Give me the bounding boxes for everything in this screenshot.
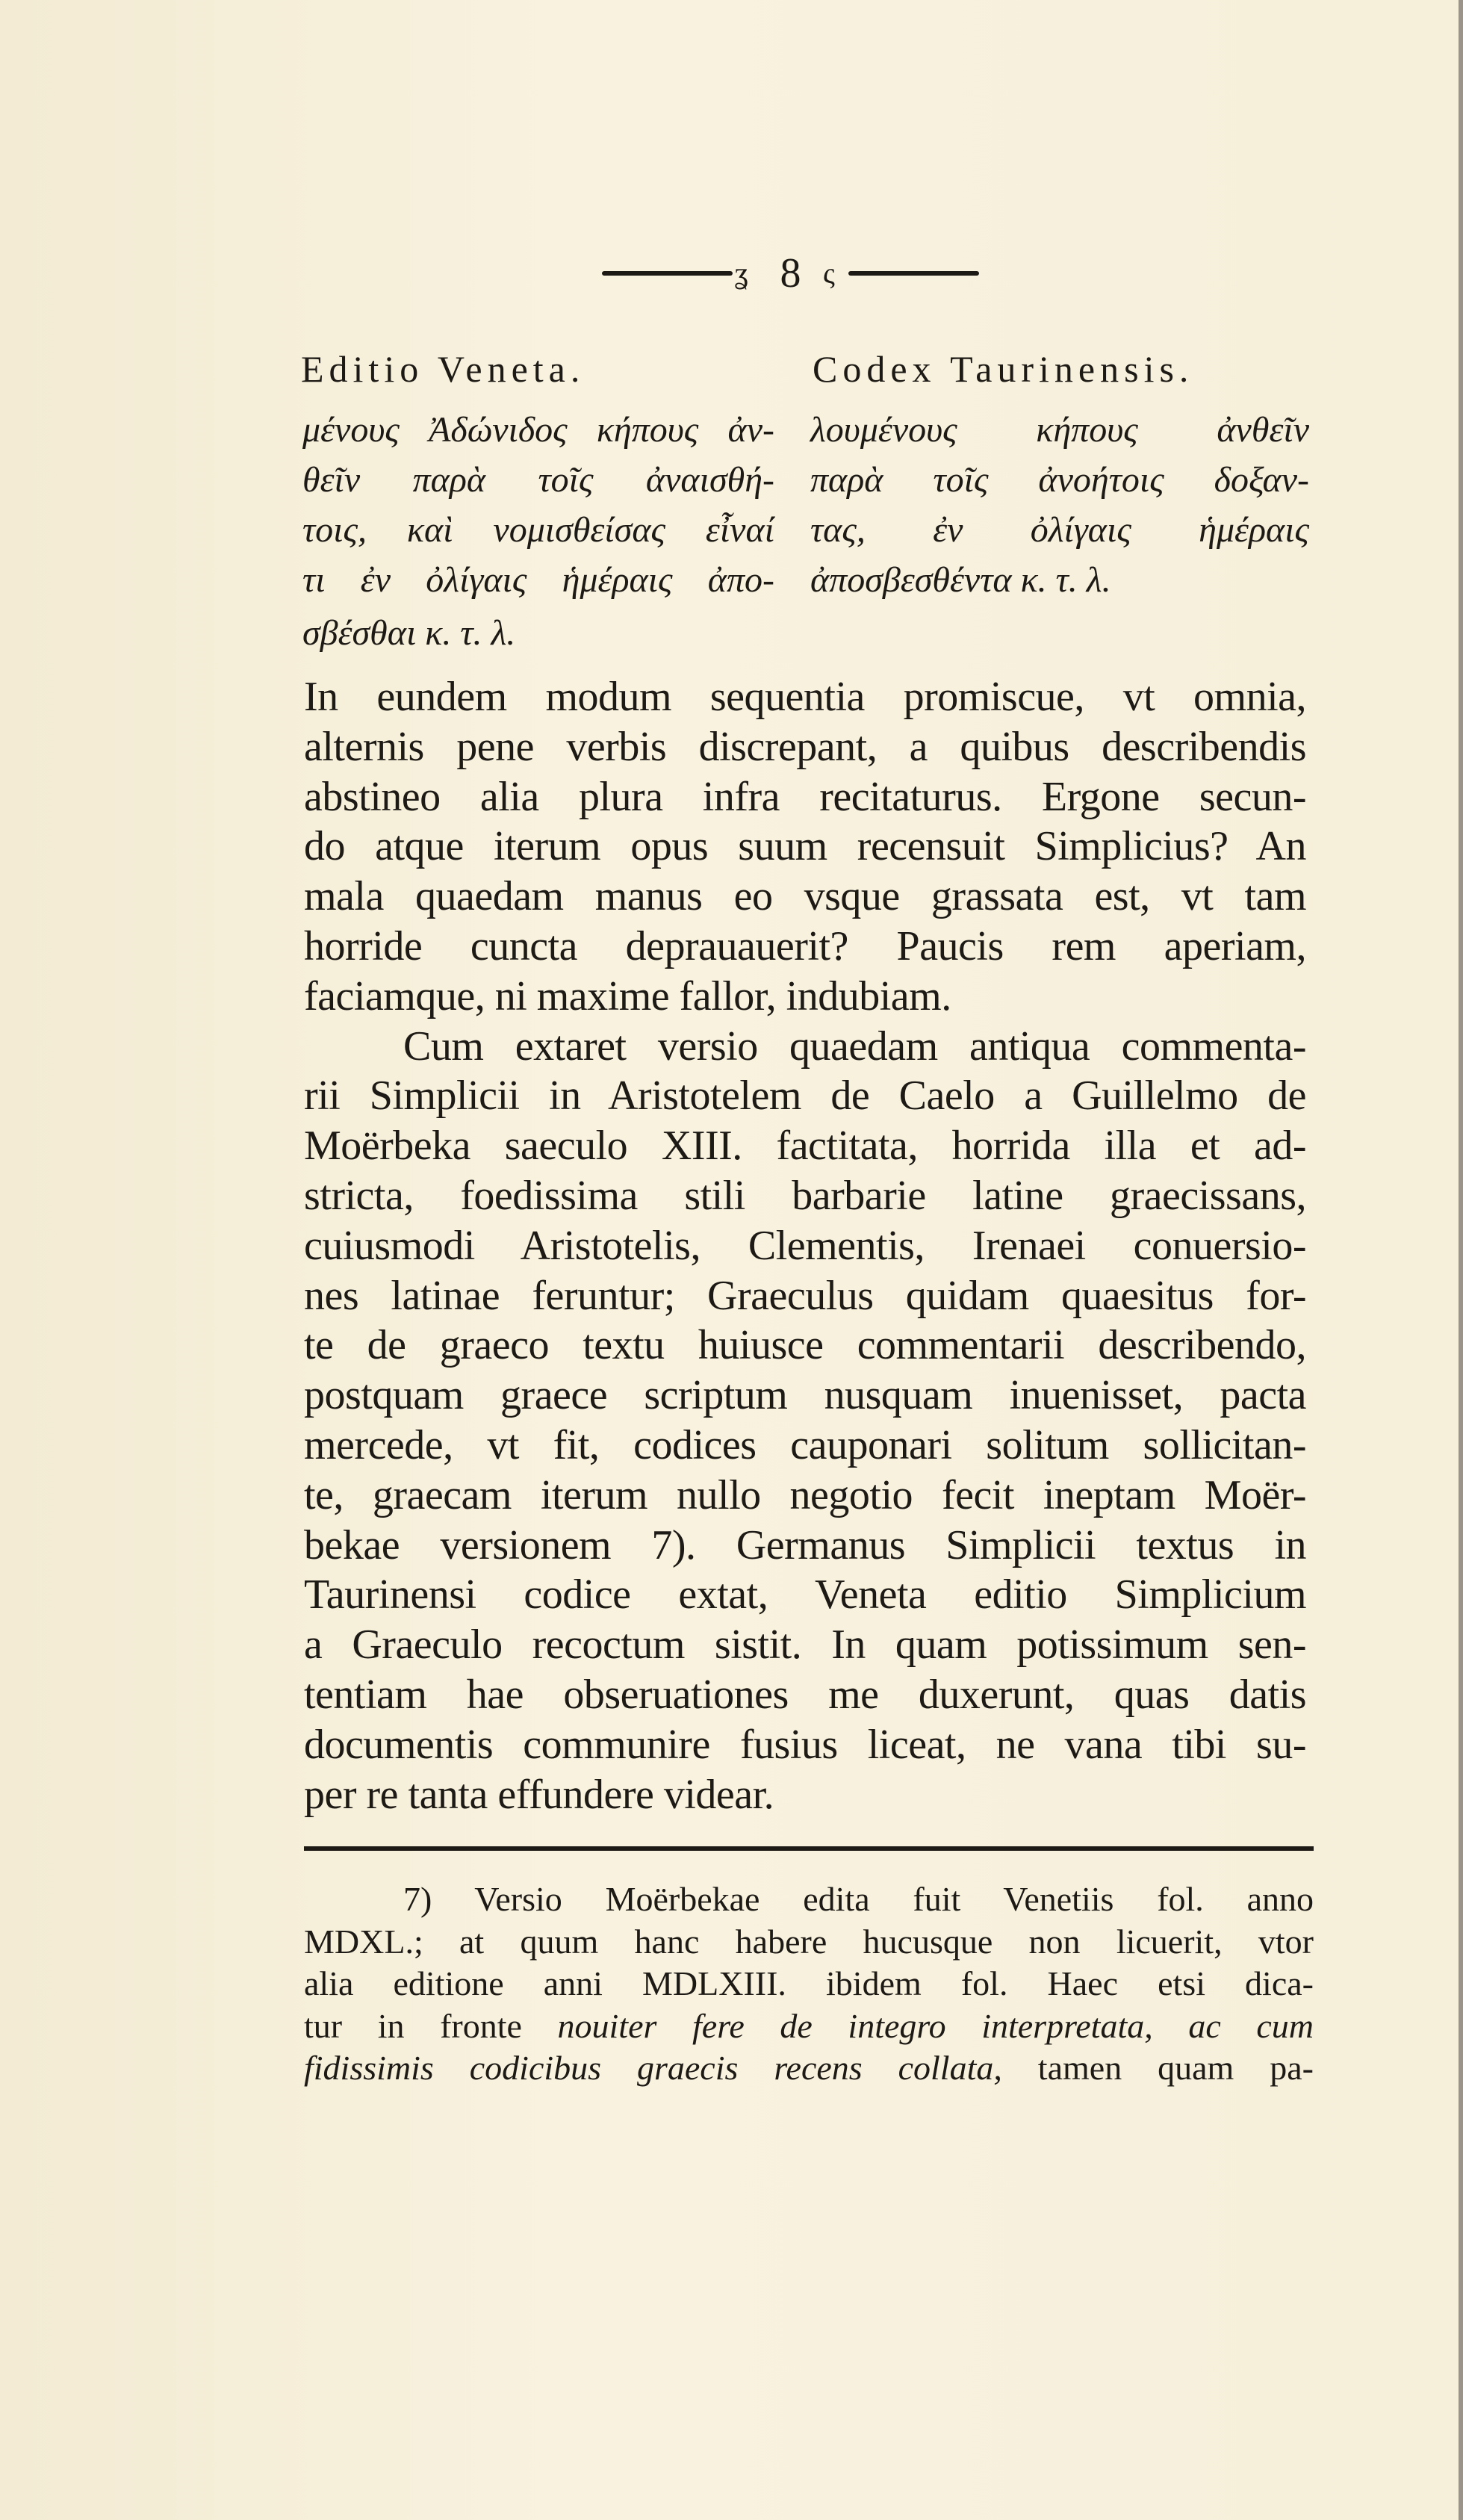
- page-number: 8: [780, 250, 801, 297]
- footnote-text: tamen quam pa-: [1001, 2049, 1314, 2087]
- text-line: bekae versionem 7). Germanus Simplicii textus in: [304, 1521, 1306, 1568]
- text-line: faciamque, ni maxime fallor, indubiam.: [304, 972, 951, 1020]
- text-line: rii Simplicii in Aristotelem de Caelo a Guillelmo de: [304, 1073, 1306, 1120]
- greek-line-editio-veneta: τι ἐν ὀλίγαις ἡμέραις ἀπο-: [302, 560, 774, 600]
- text-line: Cum extaret versio quaedam antiqua commenta-: [403, 1022, 1306, 1070]
- footnote-line: [403, 1878, 1314, 1920]
- greek-line-editio-veneta: θεῖν παρὰ τοῖς ἀναισθή-: [302, 460, 774, 500]
- text-line: stricta, foedissima stili barbarie latine graecissans,: [304, 1173, 1306, 1219]
- footnote-line: [304, 2047, 1314, 2089]
- ornament-rule-left: [602, 271, 733, 276]
- footnote-italic-text: fidissimis codicibus graecis recens collata,: [304, 2049, 1002, 2087]
- text-line: abstineo alia plura infra recitaturus. Ergone secun-: [304, 773, 1306, 820]
- text-line: per re tanta effundere videar.: [304, 1771, 774, 1818]
- text-line: nes latinae feruntur; Graeculus quidam quaesitus for-: [304, 1272, 1306, 1319]
- greek-line-editio-veneta: μένους Ἀδώνιδος κήπους ἀν-: [302, 410, 774, 450]
- greek-line-editio-veneta: σβέσθαι κ. τ. λ.: [302, 613, 516, 653]
- text-line: Taurinensi codice extat, Veneta editio Simplicium: [304, 1571, 1306, 1619]
- text-line: te, graecam iterum nullo negotio fecit ineptam Moër-: [304, 1471, 1306, 1518]
- text-line: do atque iterum opus suum recensuit Simplicius? An: [304, 823, 1306, 870]
- text-line: mala quaedam manus eo vsque grassata est, vt tam: [304, 873, 1306, 920]
- text-line: Moërbeka saeculo XIII. factitata, horrida illa et ad-: [304, 1123, 1306, 1170]
- text-line: postquam graece scriptum nusquam inuenisset, pacta: [304, 1372, 1306, 1419]
- page-edge: [1459, 0, 1463, 2520]
- text-line: In eundem modum sequentia promiscue, vt omnia,: [304, 674, 1306, 720]
- footnote-separator: [304, 1846, 1314, 1851]
- ornament-flourish-left: ʓ: [735, 256, 748, 290]
- text-line: alternis pene verbis discrepant, a quibus describendis: [304, 723, 1306, 770]
- text-line: te de graeco textu huiusce commentarii describendo,: [304, 1322, 1306, 1369]
- greek-line-codex-taurinensis: τας, ἐν ὀλίγαις ἡμέραις: [810, 510, 1309, 550]
- footnote-text: alia editione anni MDLXIII. ibidem fol. Haec etsi dica-: [304, 1964, 1314, 2002]
- greek-line-editio-veneta: τοις, καὶ νομισθείσας εἶναί: [302, 510, 774, 550]
- footnote-line: [304, 1963, 1314, 2005]
- text-line: cuiusmodi Aristotelis, Clementis, Irenaei conuersio-: [304, 1222, 1306, 1269]
- footnote-line: [304, 1921, 1314, 1963]
- footnote-line: [304, 2005, 1314, 2047]
- column-heading-editio-veneta: Editio Veneta.: [301, 348, 585, 390]
- text-line: a Graeculo recoctum sistit. In quam potissimum sen-: [304, 1621, 1306, 1669]
- footnote-text: MDXL.; at quum hanc habere hucusque non licuerit, vtor: [304, 1922, 1314, 1961]
- ornament-rule-right: [848, 271, 979, 276]
- column-heading-codex-taurinensis: Codex Taurinensis.: [813, 348, 1194, 390]
- ornament-flourish-right: ς: [823, 256, 835, 290]
- text-line: horride cuncta deprauauerit? Paucis rem aperiam,: [304, 923, 1306, 969]
- footnote-text: 7) Versio Moërbekae edita fuit Venetiis fol. anno: [403, 1880, 1314, 1918]
- greek-line-codex-taurinensis: ἀποσβεσθέντα κ. τ. λ.: [810, 560, 1111, 600]
- footnote-text: tur in fronte: [304, 2006, 558, 2045]
- text-line: tentiam hae obseruationes me duxerunt, quas datis: [304, 1672, 1306, 1718]
- text-line: mercede, vt fit, codices cauponari solitum sollicitan-: [304, 1422, 1306, 1468]
- greek-line-codex-taurinensis: λουμένους κήπους ἀνθεῖν: [810, 410, 1309, 450]
- text-line: documentis communire fusius liceat, ne vana tibi su-: [304, 1721, 1306, 1768]
- footnote-italic-text: nouiter fere de integro interpretata, ac cum: [557, 2006, 1314, 2045]
- greek-line-codex-taurinensis: παρὰ τοῖς ἀνοήτοις δοξαν-: [810, 460, 1309, 500]
- page-header-ornament: [602, 251, 979, 296]
